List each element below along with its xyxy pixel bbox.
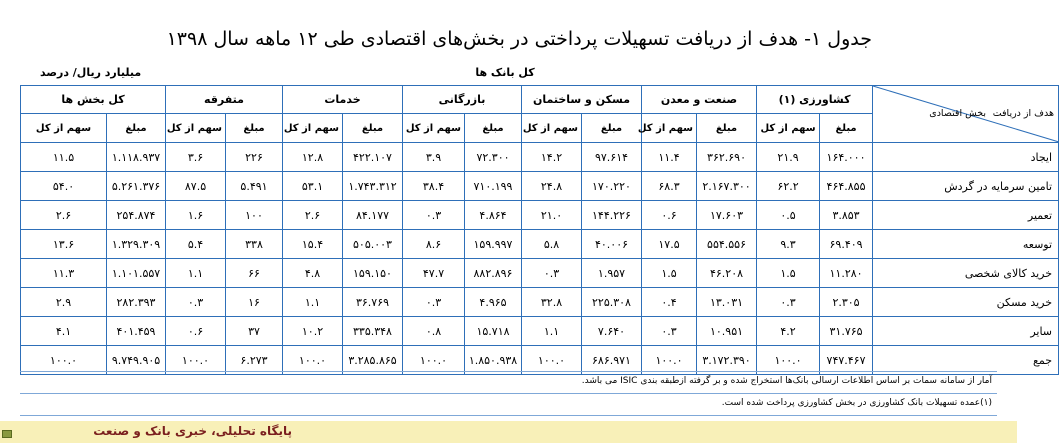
amount-cell: ۳۶.۷۶۹ <box>343 288 403 317</box>
sector-header: کل بخش ها <box>21 86 166 114</box>
col-share-header: سهم از کل <box>522 114 582 143</box>
corner-header-cell <box>873 86 1059 143</box>
footnote: (۱)عمده تسهیلات بانک کشاورزی در بخش کشاورزی پرداخت شده است. <box>721 398 992 408</box>
amount-cell: ۳۳۸ <box>226 230 283 259</box>
row-label: جمع <box>873 346 1059 375</box>
share-cell: ۵.۸ <box>522 230 582 259</box>
amount-cell: ۴۶.۲۰۸ <box>697 259 757 288</box>
share-cell: ۱.۵ <box>757 259 820 288</box>
share-cell: ۰.۳ <box>403 288 465 317</box>
amount-cell: ۹.۷۴۹.۹۰۵ <box>107 346 166 375</box>
share-cell: ۱۴.۲ <box>522 143 582 172</box>
table-row <box>21 288 1059 317</box>
amount-cell: ۱۰.۹۵۱ <box>697 317 757 346</box>
amount-cell: ۲۵۴.۸۷۴ <box>107 201 166 230</box>
row-label: ایجاد <box>873 143 1059 172</box>
share-cell: ۸.۶ <box>403 230 465 259</box>
amount-cell: ۴.۹۶۵ <box>465 288 522 317</box>
amount-cell: ۲۸۲.۳۹۳ <box>107 288 166 317</box>
share-cell: ۴.۲ <box>757 317 820 346</box>
amount-cell: ۳.۸۵۳ <box>820 201 873 230</box>
amount-cell: ۱۶ <box>226 288 283 317</box>
share-cell: ۱.۱ <box>166 259 226 288</box>
amount-cell: ۴۶۴.۸۵۵ <box>820 172 873 201</box>
divider <box>20 415 997 416</box>
share-cell: ۲.۹ <box>21 288 107 317</box>
share-cell: ۸۷.۵ <box>166 172 226 201</box>
amount-cell: ۵.۲۶۱.۳۷۶ <box>107 172 166 201</box>
col-share-header: سهم از کل <box>21 114 107 143</box>
amount-cell: ۳۳۵.۳۴۸ <box>343 317 403 346</box>
share-cell: ۱۰.۲ <box>283 317 343 346</box>
share-cell: ۴۷.۷ <box>403 259 465 288</box>
amount-cell: ۶۸۶.۹۷۱ <box>582 346 642 375</box>
table-title: جدول ۱- هدف از دریافت تسهیلات پرداختی در بخش‌های اقتصادی طی ۱۲ ماهه سال ۱۳۹۸ <box>166 28 872 50</box>
share-cell: ۲.۶ <box>21 201 107 230</box>
col-share-header: سهم از کل <box>283 114 343 143</box>
row-label: خرید مسکن <box>873 288 1059 317</box>
share-cell: ۰.۸ <box>403 317 465 346</box>
amount-cell: ۱۷.۶۰۳ <box>697 201 757 230</box>
amount-cell: ۲۲۵.۳۰۸ <box>582 288 642 317</box>
amount-cell: ۱.۸۵۰.۹۳۸ <box>465 346 522 375</box>
amount-cell: ۶.۲۷۳ <box>226 346 283 375</box>
share-cell: ۵۳.۱ <box>283 172 343 201</box>
amount-cell: ۱.۷۴۳.۳۱۲ <box>343 172 403 201</box>
share-cell: ۱۰۰.۰ <box>642 346 697 375</box>
share-cell: ۰.۳ <box>522 259 582 288</box>
share-cell: ۱۰۰.۰ <box>757 346 820 375</box>
share-cell: ۰.۵ <box>757 201 820 230</box>
col-amount-header: مبلغ <box>226 114 283 143</box>
corner-bottom-label: هدف از دریافت <box>992 108 1055 119</box>
row-label: تعمیر <box>873 201 1059 230</box>
share-cell: ۲۱.۰ <box>522 201 582 230</box>
share-cell: ۱۰۰.۰ <box>522 346 582 375</box>
amount-cell: ۲.۱۶۷.۳۰۰ <box>697 172 757 201</box>
share-cell: ۰.۳ <box>642 317 697 346</box>
amount-cell: ۱۷۰.۲۲۰ <box>582 172 642 201</box>
share-cell: ۰.۳ <box>757 288 820 317</box>
amount-cell: ۴۰.۰۰۶ <box>582 230 642 259</box>
amount-cell: ۷۴۷.۴۶۷ <box>820 346 873 375</box>
share-cell: ۱۱.۴ <box>642 143 697 172</box>
col-amount-header: مبلغ <box>343 114 403 143</box>
amount-cell: ۳۷ <box>226 317 283 346</box>
share-cell: ۱۳.۶ <box>21 230 107 259</box>
share-cell: ۱.۱ <box>522 317 582 346</box>
table-row <box>21 259 1059 288</box>
amount-cell: ۸۸۲.۸۹۶ <box>465 259 522 288</box>
amount-cell: ۱۰۰ <box>226 201 283 230</box>
share-cell: ۰.۳ <box>403 201 465 230</box>
share-cell: ۵۴.۰ <box>21 172 107 201</box>
share-cell: ۱۲.۸ <box>283 143 343 172</box>
amount-cell: ۱۵.۷۱۸ <box>465 317 522 346</box>
amount-cell: ۱۶۴.۰۰۰ <box>820 143 873 172</box>
share-cell: ۴.۱ <box>21 317 107 346</box>
share-cell: ۲۴.۸ <box>522 172 582 201</box>
divider <box>20 371 997 372</box>
divider <box>20 393 997 394</box>
share-cell: ۶۸.۳ <box>642 172 697 201</box>
col-share-header: سهم از کل <box>403 114 465 143</box>
share-cell: ۱.۶ <box>166 201 226 230</box>
sector-header: کشاورزی (۱) <box>757 86 873 114</box>
sector-header: متفرقه <box>166 86 283 114</box>
data-table <box>20 85 1059 375</box>
data-table-wrapper <box>20 85 1055 375</box>
row-label: سایر <box>873 317 1059 346</box>
share-cell: ۱۵.۴ <box>283 230 343 259</box>
col-amount-header: مبلغ <box>697 114 757 143</box>
amount-cell: ۱۳.۰۳۱ <box>697 288 757 317</box>
share-cell: ۳.۹ <box>403 143 465 172</box>
sector-header: بازرگانی <box>403 86 522 114</box>
share-cell: ۴.۸ <box>283 259 343 288</box>
share-cell: ۶۲.۲ <box>757 172 820 201</box>
amount-cell: ۱.۹۵۷ <box>582 259 642 288</box>
amount-cell: ۶۹.۴۰۹ <box>820 230 873 259</box>
amount-cell: ۳۱.۷۶۵ <box>820 317 873 346</box>
amount-cell: ۸۴.۱۷۷ <box>343 201 403 230</box>
share-cell: ۳۲.۸ <box>522 288 582 317</box>
amount-cell: ۱.۱۱۸.۹۳۷ <box>107 143 166 172</box>
table-row <box>21 201 1059 230</box>
amount-cell: ۱۴۴.۲۲۶ <box>582 201 642 230</box>
row-label: خرید کالای شخصی <box>873 259 1059 288</box>
share-cell: ۳۸.۴ <box>403 172 465 201</box>
sector-header: صنعت و معدن <box>642 86 757 114</box>
amount-cell: ۴۲۲.۱۰۷ <box>343 143 403 172</box>
amount-cell: ۱۱.۲۸۰ <box>820 259 873 288</box>
amount-cell: ۱۵۹.۱۵۰ <box>343 259 403 288</box>
amount-cell: ۱.۳۲۹.۳۰۹ <box>107 230 166 259</box>
share-cell: ۱.۵ <box>642 259 697 288</box>
share-cell: ۱۰۰.۰ <box>21 346 107 375</box>
share-cell: ۱۱.۳ <box>21 259 107 288</box>
amount-cell: ۹۷.۶۱۴ <box>582 143 642 172</box>
amount-cell: ۵.۴۹۱ <box>226 172 283 201</box>
share-cell: ۲.۶ <box>283 201 343 230</box>
share-cell: ۱۰۰.۰ <box>283 346 343 375</box>
units-label: میلیارد ریال/ درصد <box>40 66 142 79</box>
col-share-header: سهم از کل <box>166 114 226 143</box>
share-cell: ۱۱.۵ <box>21 143 107 172</box>
amount-cell: ۴۰۱.۴۵۹ <box>107 317 166 346</box>
amount-cell: ۵۰۵.۰۰۳ <box>343 230 403 259</box>
footer-brand: پایگاه تحلیلی، خبری بانک و صنعت <box>93 424 292 438</box>
col-amount-header: مبلغ <box>582 114 642 143</box>
amount-cell: ۳۶۲.۶۹۰ <box>697 143 757 172</box>
row-label: تامین سرمایه در گردش <box>873 172 1059 201</box>
amount-cell: ۳.۱۷۲.۳۹۰ <box>697 346 757 375</box>
share-cell: ۹.۳ <box>757 230 820 259</box>
share-cell: ۰.۳ <box>166 288 226 317</box>
share-cell: ۱.۱ <box>283 288 343 317</box>
corner-top-label: بخش اقتصادی <box>929 108 987 119</box>
source-note: آمار از سامانه سمات بر اساس اطلاعات ارسالی بانک‌ها استخراج شده و بر گرفته ازطبقه بندی ISIC می باشد. <box>581 376 992 386</box>
amount-cell: ۵۵۴.۵۵۶ <box>697 230 757 259</box>
amount-cell: ۷۱۰.۱۹۹ <box>465 172 522 201</box>
share-cell: ۰.۴ <box>642 288 697 317</box>
document-icon <box>2 430 12 438</box>
col-amount-header: مبلغ <box>107 114 166 143</box>
row-label: توسعه <box>873 230 1059 259</box>
col-share-header: سهم از کل <box>642 114 697 143</box>
table-row <box>21 172 1059 201</box>
share-cell: ۱۰۰.۰ <box>166 346 226 375</box>
share-cell: ۰.۶ <box>642 201 697 230</box>
share-cell: ۳.۶ <box>166 143 226 172</box>
amount-cell: ۴.۸۶۴ <box>465 201 522 230</box>
share-cell: ۱۷.۵ <box>642 230 697 259</box>
table-row <box>21 317 1059 346</box>
subtitle-label: کل بانک ها <box>475 66 535 79</box>
share-cell: ۰.۶ <box>166 317 226 346</box>
share-cell: ۵.۴ <box>166 230 226 259</box>
sector-header: خدمات <box>283 86 403 114</box>
share-cell: ۲۱.۹ <box>757 143 820 172</box>
amount-cell: ۷.۶۴۰ <box>582 317 642 346</box>
amount-cell: ۳.۲۸۵.۸۶۵ <box>343 346 403 375</box>
amount-cell: ۲۲۶ <box>226 143 283 172</box>
amount-cell: ۱۵۹.۹۹۷ <box>465 230 522 259</box>
amount-cell: ۶۶ <box>226 259 283 288</box>
table-row <box>21 143 1059 172</box>
col-share-header: سهم از کل <box>757 114 820 143</box>
col-amount-header: مبلغ <box>465 114 522 143</box>
sector-header: مسکن و ساختمان <box>522 86 642 114</box>
table-row <box>21 230 1059 259</box>
amount-cell: ۲.۳۰۵ <box>820 288 873 317</box>
share-cell: ۱۰۰.۰ <box>403 346 465 375</box>
amount-cell: ۷۲.۳۰۰ <box>465 143 522 172</box>
col-amount-header: مبلغ <box>820 114 873 143</box>
amount-cell: ۱.۱۰۱.۵۵۷ <box>107 259 166 288</box>
